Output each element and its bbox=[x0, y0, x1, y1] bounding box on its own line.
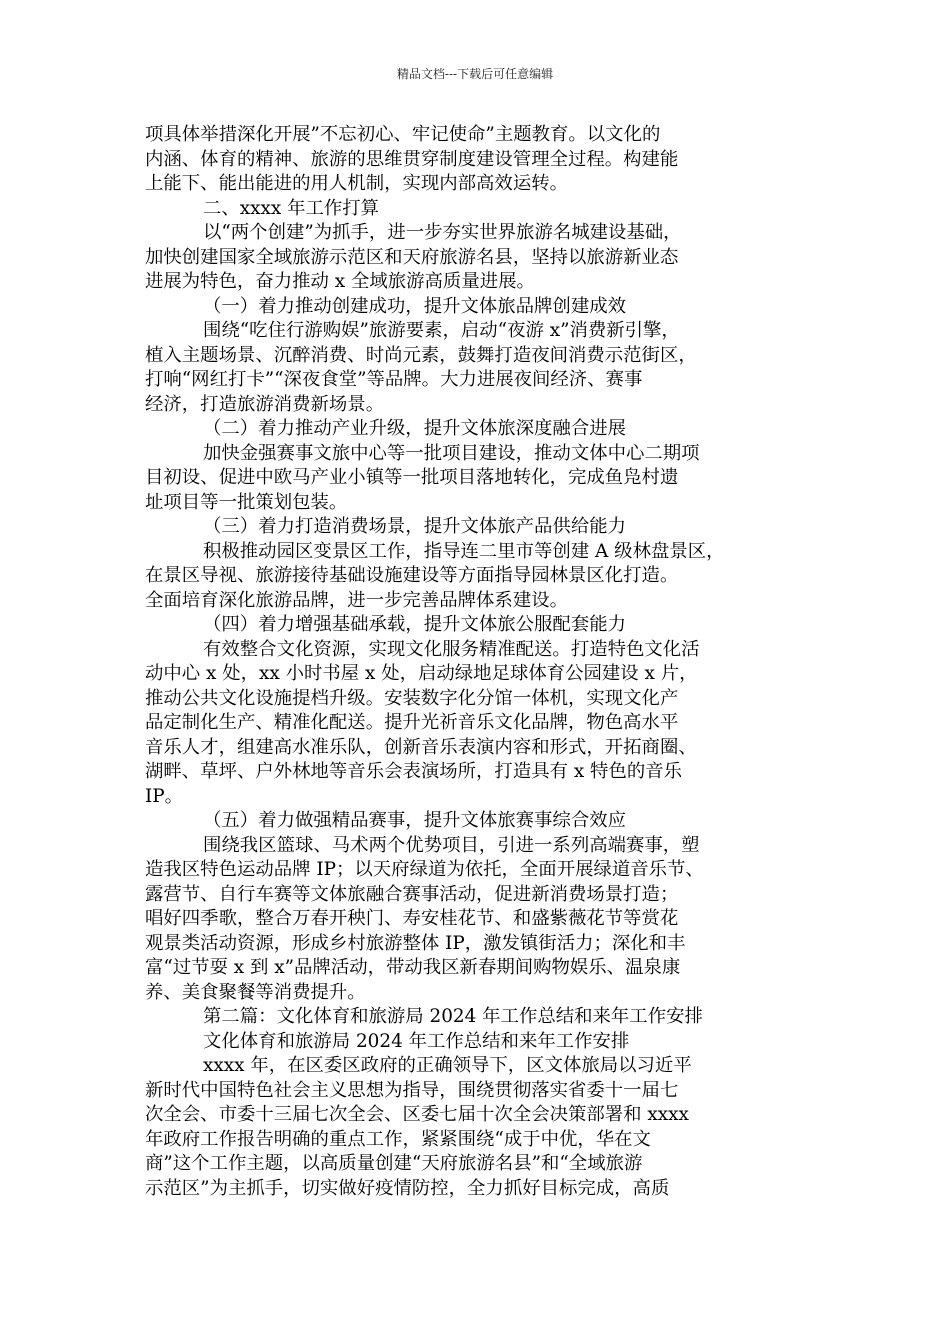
text-line: 推动公共文化设施提档升级。安装数字化分馆一体机，实现文化产 bbox=[145, 687, 679, 709]
text-line: 音乐人才，组建高水准乐队，创新音乐表演内容和形式，开拓商圈、 bbox=[145, 736, 697, 758]
text-line: 观景类活动资源，形成乡村旅游整体 IP，激发镇街活力；深化和丰 bbox=[145, 932, 686, 954]
text-line: 项具体举措深化开展”不忘初心、牢记使命”主题教育。以文化的 bbox=[145, 124, 661, 145]
text-line: （二）着力推动产业升级，提升文体旅深度融合进展 bbox=[203, 418, 626, 439]
text-line: 二、xxxx 年工作打算 bbox=[203, 197, 380, 219]
text-line: 文化体育和旅游局 2024 年工作总结和来年工作安排 bbox=[203, 1030, 630, 1052]
text-line: 示范区”为主抓手，切实做好疫情防控，全力抓好目标完成，高质 bbox=[145, 1177, 670, 1199]
text-line: 第二篇：文化体育和旅游局 2024 年工作总结和来年工作安排 bbox=[203, 1006, 703, 1027]
text-line: 品定制化生产、精准化配送。提升光祈音乐文化品牌，物色高水平 bbox=[145, 712, 679, 733]
text-line: 址项目等一批策划包装。 bbox=[145, 491, 348, 513]
text-line: 露营节、自行车赛等文体旅融合赛事活动，促进新消费场景打造； bbox=[145, 883, 679, 905]
text-line: 积极推动园区变景区工作，指导连二里市等创建 A 级林盘景区， bbox=[203, 540, 725, 562]
text-line: 目初设、促进中欧马产业小镇等一批项目落地转化，完成鱼凫村遗 bbox=[145, 467, 679, 488]
text-line: 唱好四季歌，整合万春开秧门、寿安桂花节、和盛紫薇花节等赏花 bbox=[145, 908, 679, 929]
text-line: xxxx 年，在区委区政府的正确领导下，区文体旅局以习近平 bbox=[203, 1055, 692, 1076]
text-line: 养、美食聚餐等消费提升。 bbox=[145, 981, 366, 1003]
text-line: 全面培育深化旅游品牌，进一步完善品牌体系建设。 bbox=[145, 589, 568, 611]
text-line: 打响“网红打卡”“深夜食堂”等品牌。大力进展夜间经济、赛事 bbox=[145, 369, 643, 390]
text-line: 植入主题场景、沉醉消费、时尚元素，鼓舞打造夜间消费示范街区， bbox=[145, 344, 697, 366]
page-header: 精品文档---下载后可任意编辑 bbox=[396, 67, 554, 81]
text-line: 加快创建国家全域旅游示范区和天府旅游名县，坚持以旅游新业态 bbox=[145, 246, 679, 268]
text-line: （一）着力推动创建成功，提升文体旅品牌创建成效 bbox=[203, 295, 626, 317]
text-line: 新时代中国特色社会主义思想为指导，围绕贯彻落实省委十一届七 bbox=[145, 1079, 679, 1101]
text-line: 年政府工作报告明确的重点工作，紧紧围绕“成于中优，华在文 bbox=[145, 1128, 651, 1150]
text-line: 内涵、体育的精神、旅游的思维贯穿制度建设管理全过程。构建能 bbox=[145, 148, 679, 170]
document-body bbox=[145, 123, 833, 1201]
text-line: 商”这个工作主题，以高质量创建“天府旅游名县”和“全域旅游 bbox=[145, 1153, 643, 1174]
text-line: IP。 bbox=[145, 785, 184, 807]
text-line: 动中心 x 处，xx 小时书屋 x 处，启动绿地足球体育公园建设 x 片， bbox=[145, 663, 698, 684]
text-line: 以“两个创建”为抓手，进一步夯实世界旅游名城建设基础， bbox=[203, 222, 682, 243]
text-line: 加快金强赛事文旅中心等一批项目建设，推动文体中心二期项 bbox=[203, 442, 700, 464]
text-line: （五）着力做强精品赛事，提升文体旅赛事综合效应 bbox=[203, 810, 626, 831]
text-line: 次全会、市委十三届七次全会、区委七届十次全会决策部署和 xxxx bbox=[145, 1104, 689, 1125]
text-line: 上能下、能出能进的用人机制，实现内部高效运转。 bbox=[145, 173, 568, 194]
text-line: 造我区特色运动品牌 IP；以天府绿道为依托，全面开展绿道音乐节、 bbox=[145, 859, 704, 880]
text-line: 进展为特色，奋力推动 x 全域旅游高质量进展。 bbox=[145, 271, 535, 292]
text-line: （四）着力增强基础承载，提升文体旅公服配套能力 bbox=[203, 614, 626, 635]
text-line: 围绕“吃住行游购娱”旅游要素，启动“夜游 x”消费新引擎， bbox=[203, 320, 680, 341]
text-line: 围绕我区篮球、马术两个优势项目，引进一系列高端赛事，塑 bbox=[203, 834, 700, 856]
text-line: 经济，打造旅游消费新场景。 bbox=[145, 393, 385, 415]
text-line: （三）着力打造消费场景，提升文体旅产品供给能力 bbox=[203, 516, 626, 537]
text-line: 在景区导视、旅游接待基础设施建设等方面指导园林景区化打造。 bbox=[145, 565, 679, 586]
text-line: 富“过节耍 x 到 x”品牌活动，带动我区新春期间购物娱乐、温泉康 bbox=[145, 957, 681, 978]
text-line: 湖畔、草坪、户外林地等音乐会表演场所，打造具有 x 特色的音乐 bbox=[145, 761, 683, 782]
text-line: 有效整合文化资源，实现文化服务精准配送。打造特色文化活 bbox=[203, 638, 700, 660]
